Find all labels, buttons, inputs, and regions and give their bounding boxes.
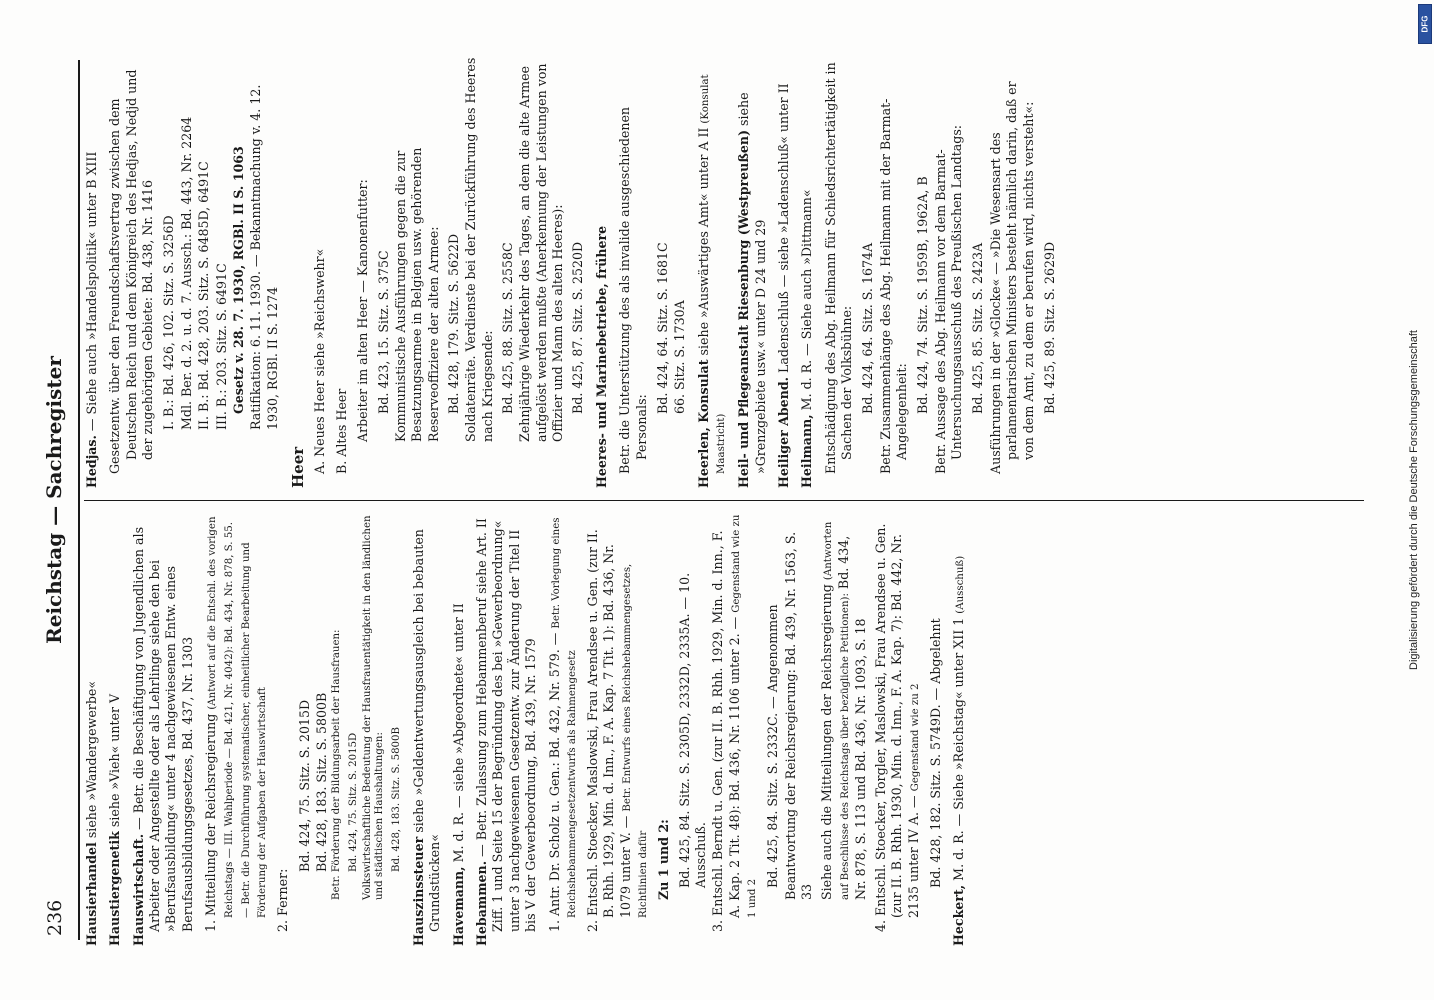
index-entry: [696, 56, 730, 488]
reference: Bd. 425, 87. Sitz. S. 2520D: [570, 241, 586, 414]
reference: Bd. 425, 89. Sitz. S. 2629D: [1041, 241, 1057, 414]
entry-text: M. d. R. — Siehe »Reichstag« unter XII 1: [950, 617, 966, 881]
sub-entry-text: 2. Entschl. Stoecker, Maslowski, Frau Arendsee u. Gen. (zur II. B. Rhh. 1929, Min. d. Inn., F. A. Kap. 7 Tit. 1): Bd. 436, Nr. 1079 unter V. —: [585, 529, 633, 932]
sub-entry: B. Altes Heer: [333, 388, 349, 474]
right-column: [84, 56, 1374, 488]
sub-entry: Betr. Aussage des Abg. Heilmann vor dem Barmat-Untersuchungsausschuß des Preußischen Landtags:: [932, 124, 965, 474]
sub-entry-text: 2. Ferner:: [275, 868, 291, 932]
entry-text: siehe »Auswärtiges Amt« unter A II: [695, 127, 711, 356]
entry-headword: Heerlen, Konsulat: [695, 359, 711, 488]
funding-note: Digitalisierung gefördert durch die Deutsche Forschungsgemeinschaft: [1408, 330, 1420, 670]
reference: 66. Sitz. S. 1730A: [672, 300, 688, 414]
entry-note: (Ausschuß): [954, 555, 966, 614]
reference: Bd. 428, 182. Sitz. S. 5749D. — Abgelehnt: [927, 618, 943, 888]
sub-entry: [710, 514, 760, 946]
running-title: Reichstag — Sachregister: [42, 356, 66, 644]
index-entry: [776, 56, 792, 488]
entry-text: siehe »Grenzgebiete usw.« unter D 24 und 29: [736, 92, 768, 474]
entry-note: (Konsulat Maastricht): [699, 74, 728, 474]
sub-note: Soldatenräte. Verdienste bei der Zurückführung des Heeres nach Kriegsende:: [463, 57, 495, 442]
sub-note: Kommunistische Ausführungen gegen die zur Besatzungsarmee in Belgien usw. gehörenden Reserveoffiziere der alten Armee:: [392, 147, 441, 442]
sub-note-small: (Antworten auf Beschlüsse des Reichstags über bezügliche Petitionen):: [823, 521, 851, 900]
sub-entry: Gesetzentw. über den Freundschaftsvertrag zwischen dem Deutschen Reich und dem Königreich des Hedjas, Nedjd und der zugehörigen Gebiete: Bd. 438, Nr. 1416: [107, 69, 156, 474]
reference: II. B.: Bd. 428, 203. Sitz. S. 6485D, 6491C: [196, 161, 212, 430]
sub-note: Volkswirtschaftliche Bedeutung der Hausfrauentätigkeit in den ländlichen und städtischen Haushaltungen:: [361, 515, 386, 900]
entry-headword: Havemann,: [450, 866, 466, 946]
reference: Bd. 424, 74. Sitz. S. 1959B, 1962A, B: [915, 176, 931, 414]
index-entry: [799, 56, 815, 488]
dfg-logo-text: DFG: [1420, 15, 1430, 33]
reference: Bd. 425, 85. Sitz. S. 2423A: [970, 242, 986, 414]
entry-headword: Hauszinssteuer: [410, 836, 426, 946]
entry-headword: Heiliger Abend.: [775, 376, 791, 488]
sub-entry-note: Betr. Vorlegung eines Reichshebammengesetzentwurfs als Rahmengesetz: [550, 517, 579, 918]
entry-headword: Hausierhandel: [84, 842, 99, 946]
entry-headword: Haustiergenetik: [107, 831, 123, 946]
reference: Bd. 425, 84. Sitz. S. 2305D, 2332D, 2335A. — 10. Ausschuß.: [676, 572, 708, 888]
sub-entry: [547, 514, 581, 946]
sub-heading: Zu 1 und 2:: [656, 819, 672, 900]
sub-note: Beantwortung der Reichsregierung: Bd. 439, Nr. 1563, S. 33: [782, 531, 814, 900]
sub-entry: [203, 514, 270, 946]
page-header: [40, 50, 76, 950]
entry-text: M. d. R. — siehe »Abgeordnete« unter II: [450, 603, 466, 863]
reference: Ratifikation: 6. 11. 1930. — Bekanntmachung v. 4. 12. 1930, RGBl. II S. 1274: [248, 84, 280, 430]
index-entry: [107, 514, 123, 946]
left-column: [84, 514, 1374, 946]
sub-entry-note: Gegenstand wie zu 1 und 2: [730, 514, 759, 918]
reference: Mdl. Ber. d. 2. u. d. 7. Aussch.: Bd. 443, Nr. 2264: [178, 116, 194, 430]
reference: Bd. 423, 15. Sitz. S. 375C: [375, 250, 391, 414]
index-entry: [84, 56, 100, 488]
entry-text: — Betr. Zulassung zum Hebammenberuf siehe Art. II Ziff. 1 und Seite 15 der Begründung des bei »Gewerbeordnung« unter 3 nachgewiesenen Gesetzentw. zur Änderung der Titel II bis V der Gewerbeordnung, Bd. 439, Nr. 1579: [474, 518, 539, 932]
sub-entry: Betr. Zusammenhänge des Abg. Heilmann mit der Barmat-Angelegenheit:: [877, 98, 910, 474]
sub-note: [819, 514, 869, 946]
index-entry: [84, 514, 100, 946]
header-rule: [78, 60, 80, 940]
index-entry: [594, 56, 610, 488]
sub-note-text: Siehe auch die Mitteilungen der Reichsregierung: [819, 584, 835, 900]
sub-note-tail: Bd. 434, Nr. 878, S. 113 und Bd. 436, Nr. 1093, S. 18: [835, 535, 868, 900]
reference: Bd. 425, 88. Sitz. S. 2558C: [500, 242, 516, 414]
sub-entry-note: Gegenstand wie zu 2: [909, 683, 921, 792]
reference: Bd. 424, 64. Sitz. S. 1681C: [654, 242, 670, 414]
reference: I. B.: Bd. 426, 102. Sitz. S. 3256D: [161, 215, 177, 430]
sub-entry: Ausführungen in der »Glocke« — »Die Wesensart des parlamentarischen Ministers besteht nämlich darin, daß er von dem Amt, zu dem er berufen wird, nichts versteht«:: [987, 81, 1036, 474]
entry-headword: Heeres- und Marinebetriebe, frühere: [593, 225, 609, 488]
entry-text: siehe »Wandergewerbe«: [84, 680, 99, 839]
index-entry: [474, 514, 539, 946]
index-entry: [951, 514, 968, 946]
sub-entry: Betr. die Unterstützung des als invalide ausgeschiedenen Personals:: [617, 106, 649, 474]
sub-entry: [585, 514, 651, 946]
sub-entry: [873, 514, 922, 946]
entry-text: Ladenschluß — siehe »Ladenschluß« unter II: [775, 83, 791, 373]
sub-entry-text: 1. Mitteilung der Reichsregierung: [203, 713, 219, 932]
sub-note: Zehnjährige Wiederkehr des Tages, an dem die alte Armee aufgelöst werden mußte (Anerkennung der Leistungen von Offizier und Mann des alten Heeres):: [517, 63, 566, 442]
reference: Bd. 424, 75. Sitz. S. 2015D: [296, 699, 312, 872]
sub-entry-text: 4. Entschl. Stoecker, Torgler, Maslowski, Frau Arendsee u. Gen. (zur II. B. Rhh. 1930, Min. d. Inn., F. A. Kap. 7): Bd. 442, Nr. 2135 unter IV A. —: [873, 523, 921, 932]
index-entry: [451, 514, 467, 946]
reference: Bd. 424, 75. Sitz. S. 2015D: [347, 732, 359, 872]
index-entry: [736, 56, 769, 488]
reference: Bd. 428, 183. Sitz. S. 5800B: [313, 692, 329, 872]
entry-headword: Hedjas.: [84, 435, 99, 488]
reference: Bd. 424, 64. Sitz. S. 1674A: [860, 242, 876, 414]
sub-entry: A. Neues Heer siehe »Reichswehr«: [312, 248, 328, 474]
reference: Bd. 425, 84. Sitz. S. 2332C. — Angenommen: [765, 604, 781, 888]
reference: Gesetz v. 28. 7. 1930, RGBl. II S. 1063: [230, 146, 246, 414]
entry-headword: Hauswirtschaft.: [130, 833, 146, 946]
column-divider: [84, 500, 1364, 501]
sub-note: Betr. Förderung der Bildungsarbeit der Hausfrauen:: [331, 629, 343, 900]
entry-text: siehe »Vieh« unter V: [107, 693, 123, 828]
entry-text: — Siehe auch »Handelspolitik« unter B XIII: [84, 151, 99, 432]
entry-text: — Betr. die Beschäftigung von Jugendlichen als Arbeiter oder Angestellte oder als Lehrlinge siehe den bei »Berufsausbildung« unter 4 nachgewiesenen Entw. eines Berufsausbildungsgesetzes, Bd. 437, Nr. 1303: [130, 526, 195, 932]
sub-entry-note: (Antwort auf die Entschl. des vorigen Reichstags — III. Wahlperiode — Bd. 421, Nr. 4042): Bd. 434, Nr. 878, S. 55. — Betr. die Durchführung systematischer, einheitlicher Bearbeitung und Förderung der Aufgaben der Hauswirtschaft: [207, 516, 269, 918]
index-entry: [411, 514, 444, 946]
entry-headword: Heil- und Pflegeanstalt Riesenburg (Westpreußen): [736, 129, 752, 488]
sub-entry-text: 1. Antr. Dr. Scholz u. Gen.: Bd. 432, Nr. 579. —: [546, 632, 562, 932]
rotated-page-content: [30, 50, 1390, 950]
sub-note: Arbeiter im alten Heer — Kanonenfutter:: [355, 179, 371, 442]
reference: Bd. 428, 183. Sitz. S. 5800B: [391, 726, 403, 872]
index-entry: [131, 514, 196, 946]
sub-entry-note: Betr. Entwurfs eines Reichshebammengesetzes, Richtlinien dafür: [621, 563, 650, 918]
entry-text: M. d. R. — Siehe auch »Dittmann«: [799, 189, 815, 411]
sub-entry: [275, 514, 291, 946]
entry-headword: Heilmann,: [799, 414, 815, 488]
page-number: 236: [44, 899, 66, 936]
dfg-logo: [1418, 4, 1432, 44]
entry-headword: Hebammen.: [474, 860, 490, 946]
reference: Bd. 428, 179. Sitz. S. 5622D: [445, 233, 461, 414]
entry-headword: Heckert,: [950, 884, 966, 946]
section-heading: Heer: [288, 446, 307, 488]
entry-text: siehe »Geldentwertungsausgleich bei bebauten Grundstücken«: [410, 529, 443, 932]
sub-entry: Entschädigung des Abg. Heilmann für Schiedsrichtertätigkeit in Sachen der Volksbühne:: [822, 62, 854, 474]
reference: III. B.: 203. Sitz. S. 6491C: [213, 263, 229, 430]
sub-entry-text: 3. Entschl. Berndt u. Gen. (zur II. B. Rhh. 1929, Min. d. Inn., F. A. Kap. 2 Tit. 48): Bd. 436, Nr. 1106 unter 2. —: [710, 530, 742, 932]
index-columns: [84, 50, 1374, 950]
